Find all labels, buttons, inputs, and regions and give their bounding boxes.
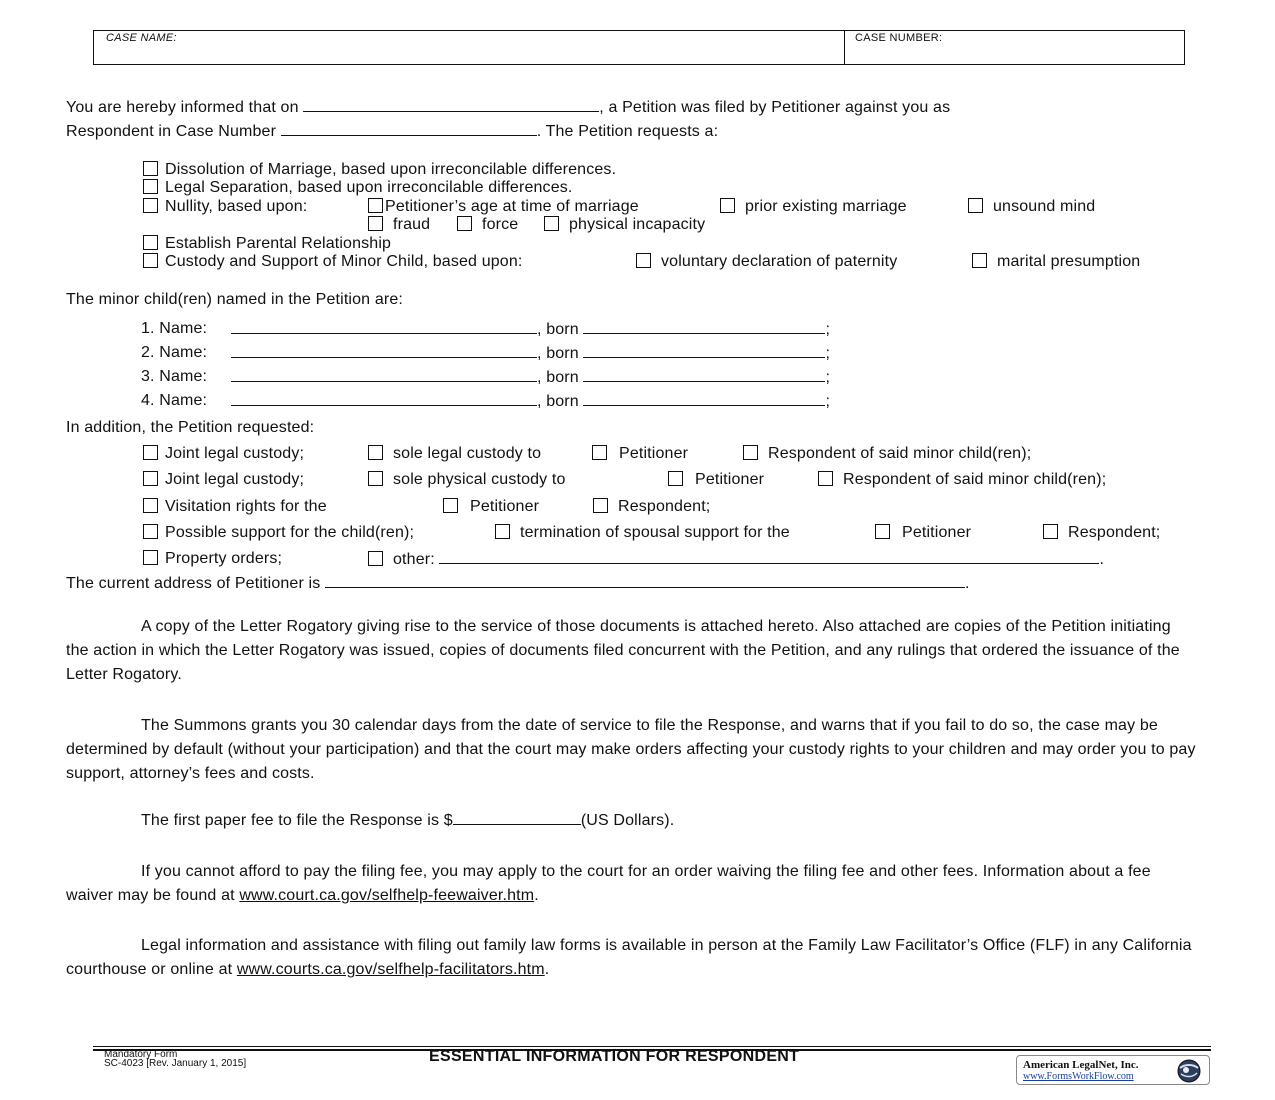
- american-legalnet-badge[interactable]: [1016, 1055, 1210, 1085]
- letter-rogatory-text: A copy of the Letter Rogatory giving rise to the service of those documents is attached hereto. Also attached are copies of the Petition initiating the action in which the Letter Rogatory was issued, copies of documents filed concurrent with the Petition, and any rulings that ordered the issuance of the Letter Rogatory.: [66, 618, 1180, 683]
- other-checkbox[interactable]: [368, 551, 383, 566]
- termination-checkbox[interactable]: [495, 524, 510, 539]
- children-heading: The minor child(ren) named in the Petition are:: [66, 291, 403, 308]
- support-checkbox[interactable]: [143, 524, 158, 539]
- child-name-label: 3. Name:: [141, 368, 208, 385]
- visitation-petitioner-checkbox[interactable]: [443, 498, 458, 513]
- footer-rule: [93, 1046, 1211, 1047]
- born-label: , born: [537, 369, 579, 386]
- custody-marital-checkbox[interactable]: [972, 253, 987, 268]
- child-name-label: 1. Name:: [141, 320, 208, 337]
- case-header-box: [93, 30, 1185, 65]
- nullity-incapacity-checkbox[interactable]: [544, 216, 559, 231]
- case-number-field[interactable]: [281, 121, 537, 136]
- petitioner-label: Petitioner: [902, 524, 972, 541]
- row-end: ;: [825, 369, 831, 386]
- sole-legal-respondent-checkbox[interactable]: [743, 445, 758, 460]
- termination-petitioner-option[interactable]: [875, 523, 971, 543]
- address-label: The current address of Petitioner is: [66, 575, 321, 592]
- fee-text-end: (US Dollars).: [580, 812, 675, 829]
- other-end: .: [1099, 551, 1105, 568]
- legal-info-paragraph: [66, 934, 1196, 982]
- company-name: American LegalNet, Inc.: [1023, 1059, 1139, 1071]
- nullity-force-label: force: [482, 216, 519, 233]
- child-row: [141, 343, 207, 363]
- legal-info-text: Legal information and assistance with filing out family law forms is available in person at the Family Law Facilitator’s Office (FLF) in any California courthouse or online at: [66, 937, 1192, 978]
- summons-text: The Summons grants you 30 calendar days from the date of service to file the Response, and warns that if you fail to do so, the case may be determined by default (without your participation) and that the court may make orders affecting your custody rights to your children and may order you to pay support, attorney’s fees and costs.: [66, 717, 1196, 782]
- nullity-label: Nullity, based upon:: [165, 198, 308, 215]
- born-label: , born: [537, 345, 579, 362]
- visitation-label: Visitation rights for the: [165, 498, 327, 515]
- case-number-label: CASE NUMBER:: [855, 32, 943, 44]
- visitation-respondent-option[interactable]: [593, 497, 710, 517]
- petitioner-label: Petitioner: [470, 498, 540, 515]
- child-row: [141, 367, 207, 387]
- company-website-link[interactable]: www.FormsWorkFlow.com: [1023, 1071, 1134, 1082]
- fee-waiver-end: .: [534, 887, 539, 904]
- termination-respondent-option[interactable]: [1043, 523, 1160, 543]
- custody-voluntary-label: voluntary declaration of paternity: [661, 253, 898, 270]
- petitioner-label: Petitioner: [695, 471, 765, 488]
- parental-label: Establish Parental Relationship: [165, 235, 392, 252]
- born-label: , born: [537, 393, 579, 410]
- child-birth-field[interactable]: [583, 319, 825, 334]
- sole-legal-respondent-option[interactable]: [743, 444, 1031, 464]
- termination-option[interactable]: [495, 523, 790, 543]
- nullity-incapacity-label: physical incapacity: [569, 216, 706, 233]
- sole-physical-label: sole physical custody to: [393, 471, 566, 488]
- termination-respondent-checkbox[interactable]: [1043, 524, 1058, 539]
- property-option[interactable]: [143, 549, 282, 569]
- joint-legal-2-checkbox[interactable]: [143, 471, 158, 486]
- dissolution-label: Dissolution of Marriage, based upon irreconcilable differences.: [165, 161, 617, 178]
- child-birth-field[interactable]: [583, 343, 825, 358]
- form-title: ESSENTIAL INFORMATION FOR RESPONDENT: [429, 1048, 800, 1065]
- custody-marital-option[interactable]: [972, 252, 1140, 272]
- intro-text: . The Petition requests a:: [536, 123, 719, 140]
- property-checkbox[interactable]: [143, 550, 158, 565]
- custody-marital-label: marital presumption: [997, 253, 1141, 270]
- fee-amount-field[interactable]: [453, 810, 581, 825]
- sole-legal-option[interactable]: [368, 444, 541, 464]
- respondent-label: Respondent;: [1068, 524, 1161, 541]
- joint-legal-2-label: Joint legal custody;: [165, 471, 305, 488]
- intro-text: You are hereby informed that on: [66, 99, 304, 116]
- termination-label: termination of spousal support for the: [520, 524, 790, 541]
- sole-physical-checkbox[interactable]: [368, 471, 383, 486]
- intro-line-1: [66, 97, 950, 118]
- nullity-prior-label: prior existing marriage: [745, 198, 907, 215]
- nullity-fraud-option[interactable]: [368, 215, 430, 235]
- case-name-label: CASE NAME:: [106, 32, 177, 44]
- child-birth-field[interactable]: [583, 391, 825, 406]
- sole-physical-respondent-option[interactable]: [818, 470, 1106, 490]
- sole-physical-respondent-checkbox[interactable]: [818, 471, 833, 486]
- joint-legal-1-checkbox[interactable]: [143, 445, 158, 460]
- address-end: .: [965, 575, 970, 592]
- nullity-prior-checkbox[interactable]: [720, 198, 735, 213]
- legal-separation-label: Legal Separation, based upon irreconcilable differences.: [165, 179, 573, 196]
- sole-legal-petitioner-option[interactable]: [592, 444, 688, 464]
- summons-paragraph: [66, 714, 1196, 786]
- child-name-field[interactable]: [231, 391, 537, 406]
- sole-physical-petitioner-option[interactable]: [668, 470, 764, 490]
- intro-text: , a Petition was filed by Petitioner against you as: [599, 99, 951, 116]
- nullity-fraud-checkbox[interactable]: [368, 216, 383, 231]
- nullity-unsound-label: unsound mind: [993, 198, 1096, 215]
- property-label: Property orders;: [165, 550, 283, 567]
- legal-separation-option[interactable]: [143, 178, 573, 198]
- mandatory-form-label: Mandatory Form: [104, 1049, 178, 1060]
- child-4-fields: [231, 391, 830, 412]
- child-row: [141, 391, 207, 411]
- facilitators-link[interactable]: www.courts.ca.gov/selfhelp-facilitators.htm: [236, 961, 545, 978]
- fee-waiver-paragraph: [66, 860, 1196, 908]
- fee-waiver-text: If you cannot afford to pay the filing fee, you may apply to the court for an order waiving the filing fee and other fees. Information about a fee waiver may be found at: [66, 863, 1151, 904]
- intro-text: Respondent in Case Number: [66, 123, 281, 140]
- filing-date-field[interactable]: [303, 97, 599, 112]
- parental-checkbox[interactable]: [143, 235, 158, 250]
- custody-voluntary-option[interactable]: [636, 252, 897, 272]
- fee-waiver-link[interactable]: www.court.ca.gov/selfhelp-feewaiver.htm: [239, 887, 535, 904]
- intro-line-2: [66, 121, 718, 142]
- child-name-field[interactable]: [231, 343, 537, 358]
- nullity-age-checkbox[interactable]: [368, 198, 383, 213]
- child-birth-field[interactable]: [583, 367, 825, 382]
- custody-checkbox[interactable]: [143, 253, 158, 268]
- nullity-checkbox[interactable]: [143, 198, 158, 213]
- child-row: [141, 319, 207, 339]
- additional-heading: In addition, the Petition requested:: [66, 419, 315, 436]
- custody-option[interactable]: [143, 252, 523, 272]
- sole-legal-checkbox[interactable]: [368, 445, 383, 460]
- child-3-fields: [231, 367, 830, 388]
- dissolution-option[interactable]: [143, 160, 616, 180]
- custody-voluntary-checkbox[interactable]: [636, 253, 651, 268]
- row-end: ;: [825, 393, 831, 410]
- parental-option[interactable]: [143, 234, 391, 254]
- legal-separation-checkbox[interactable]: [143, 179, 158, 194]
- visitation-checkbox[interactable]: [143, 498, 158, 513]
- child-name-field[interactable]: [231, 367, 537, 382]
- row-end: ;: [825, 321, 831, 338]
- row-end: ;: [825, 345, 831, 362]
- support-option[interactable]: [143, 523, 414, 543]
- termination-petitioner-checkbox[interactable]: [875, 524, 890, 539]
- nullity-age-label: Petitioner’s age at time of marriage: [385, 198, 639, 215]
- child-name-field[interactable]: [231, 319, 537, 334]
- legal-info-end: .: [544, 961, 550, 978]
- fee-paragraph: [66, 809, 1196, 833]
- visitation-petitioner-option[interactable]: [443, 497, 539, 517]
- case-box-divider: [844, 31, 845, 64]
- custody-label: Custody and Support of Minor Child, based upon:: [165, 253, 523, 270]
- nullity-fraud-label: fraud: [393, 216, 431, 233]
- sole-legal-label: sole legal custody to: [393, 445, 542, 462]
- child-2-fields: [231, 343, 830, 364]
- fee-text: The first paper fee to file the Response is $: [141, 812, 453, 829]
- respondent-minor-label: Respondent of said minor child(ren);: [768, 445, 1032, 462]
- respondent-label: Respondent;: [618, 498, 711, 515]
- other-field[interactable]: [439, 549, 1099, 564]
- petitioner-address-row: [66, 573, 970, 594]
- visitation-option[interactable]: [143, 497, 327, 517]
- child-name-label: 2. Name:: [141, 344, 208, 361]
- support-label: Possible support for the child(ren);: [165, 524, 415, 541]
- nullity-age-option[interactable]: [368, 197, 639, 217]
- joint-legal-2-option[interactable]: [143, 470, 304, 490]
- petitioner-label: Petitioner: [619, 445, 689, 462]
- nullity-incapacity-option[interactable]: [544, 215, 705, 235]
- nullity-force-option[interactable]: [457, 215, 518, 235]
- sole-physical-option[interactable]: [368, 470, 566, 490]
- nullity-option[interactable]: [143, 197, 307, 217]
- child-1-fields: [231, 319, 830, 340]
- nullity-unsound-checkbox[interactable]: [968, 198, 983, 213]
- letter-rogatory-paragraph: [66, 615, 1196, 687]
- joint-legal-1-option[interactable]: [143, 444, 304, 464]
- sole-legal-petitioner-checkbox[interactable]: [592, 445, 607, 460]
- respondent-minor-label: Respondent of said minor child(ren);: [843, 471, 1107, 488]
- dissolution-checkbox[interactable]: [143, 161, 158, 176]
- child-name-label: 4. Name:: [141, 392, 208, 409]
- sole-physical-petitioner-checkbox[interactable]: [668, 471, 683, 486]
- born-label: , born: [537, 321, 579, 338]
- globe-icon: [1175, 1058, 1203, 1084]
- other-option[interactable]: [368, 549, 1104, 570]
- nullity-unsound-option[interactable]: [968, 197, 1095, 217]
- nullity-force-checkbox[interactable]: [457, 216, 472, 231]
- nullity-prior-option[interactable]: [720, 197, 907, 217]
- visitation-respondent-checkbox[interactable]: [593, 498, 608, 513]
- form-id-label: SC-4023 [Rev. January 1, 2015]: [104, 1058, 247, 1069]
- petitioner-address-field[interactable]: [325, 573, 965, 588]
- other-label: other:: [393, 551, 435, 568]
- joint-legal-1-label: Joint legal custody;: [165, 445, 305, 462]
